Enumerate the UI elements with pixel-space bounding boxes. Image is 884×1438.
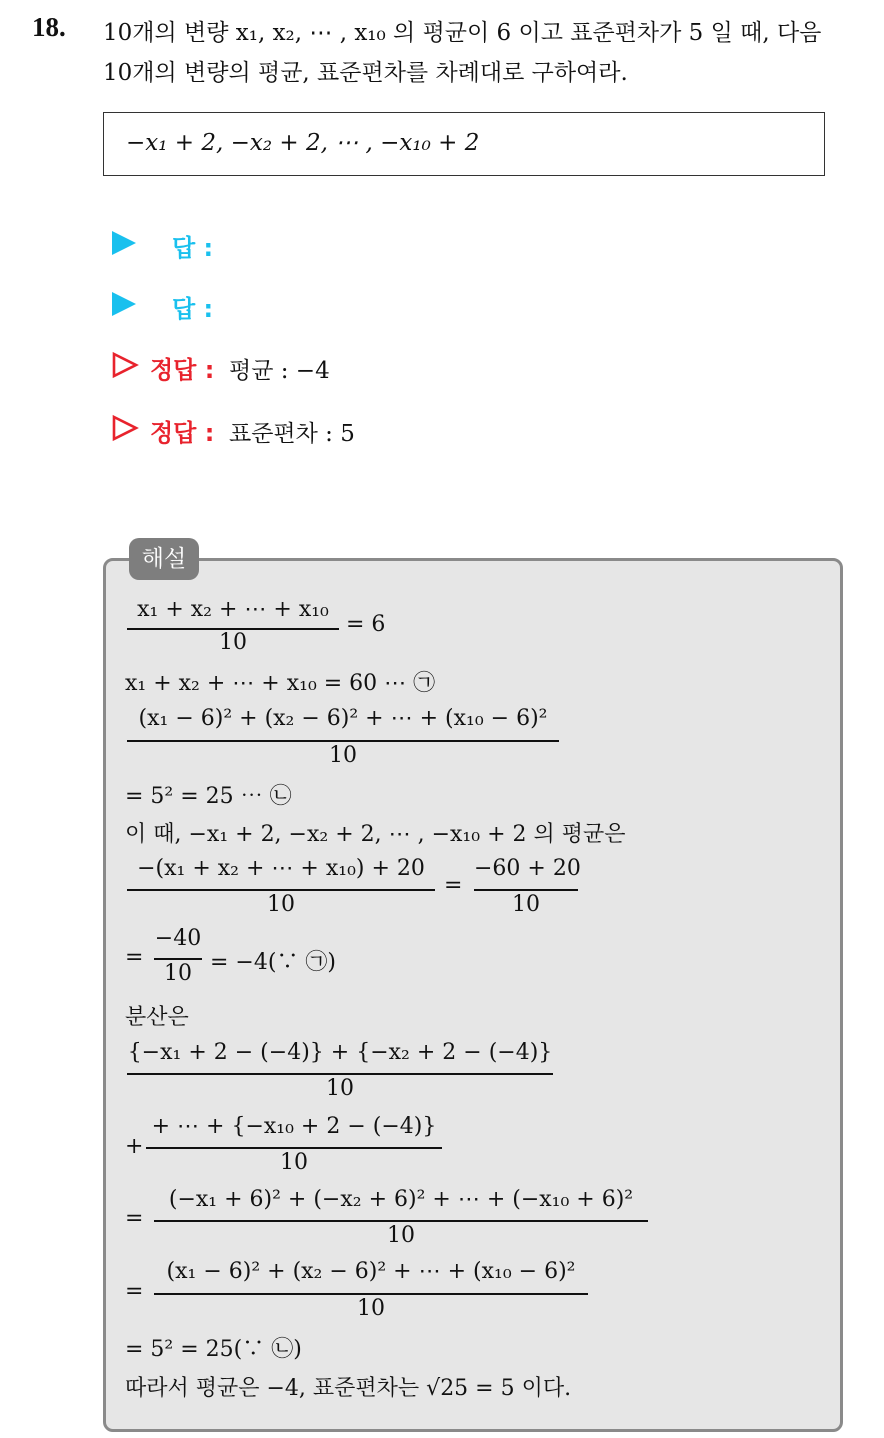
hollow-arrow-icon — [111, 351, 139, 379]
fraction-bar — [146, 1147, 442, 1149]
fraction-bar — [154, 1220, 648, 1222]
equals-sign: = — [125, 1279, 144, 1304]
fraction-bar — [127, 889, 435, 891]
correct-answer-value-2: 표준편차 : 5 — [229, 421, 355, 447]
fraction-numerator: (x₁ − 6)² + (x₂ − 6)² + ⋯ + (x₁₀ − 6)² — [138, 706, 548, 731]
equals-sign: = — [125, 1206, 144, 1231]
fraction-bar — [154, 1293, 588, 1295]
fraction-denominator: 10 — [357, 1296, 385, 1321]
equation-line: 이 때, −x₁ + 2, −x₂ + 2, ⋯ , −x₁₀ + 2 의 평균은 — [125, 822, 626, 847]
fraction-denominator: 10 — [164, 961, 192, 986]
correct-answer-label-2: 정답 : — [150, 419, 215, 447]
hollow-arrow-icon — [111, 414, 139, 442]
correct-answer-label-1: 정답 : — [150, 356, 215, 384]
answer-label-2: 답 : — [172, 295, 214, 323]
fraction-denominator: 10 — [267, 892, 295, 917]
play-arrow-icon — [112, 292, 136, 316]
fraction-numerator: x₁ + x₂ + ⋯ + x₁₀ — [137, 597, 329, 622]
expression-box — [103, 112, 825, 176]
fraction-denominator: 10 — [387, 1223, 415, 1248]
fraction-numerator: {−x₁ + 2 − (−4)} + {−x₂ + 2 − (−4)} — [127, 1040, 553, 1065]
fraction-denominator: 10 — [512, 892, 540, 917]
equation-line: = 5² = 25 ⋯ ㉡ — [125, 784, 292, 809]
plus-sign: + — [125, 1134, 144, 1159]
fraction-numerator: −(x₁ + x₂ + ⋯ + x₁₀) + 20 — [137, 856, 425, 881]
fraction-bar — [154, 958, 202, 960]
fraction-denominator: 10 — [329, 743, 357, 768]
fraction-numerator: (x₁ − 6)² + (x₂ − 6)² + ⋯ + (x₁₀ − 6)² — [166, 1259, 576, 1284]
fraction-denominator: 10 — [280, 1150, 308, 1175]
equals-sign: = — [125, 945, 144, 970]
equation-rhs: = 6 — [346, 612, 386, 637]
solution-tag: 해설 — [129, 538, 199, 580]
question-number: 18. — [32, 12, 66, 42]
equation-rhs: = −4(∵ ㉠) — [210, 950, 337, 975]
equation-line: x₁ + x₂ + ⋯ + x₁₀ = 60 ⋯ ㉠ — [125, 671, 436, 696]
fraction-numerator: + ⋯ + {−x₁₀ + 2 − (−4)} — [151, 1114, 437, 1139]
equals-sign: = — [444, 873, 463, 898]
fraction-bar — [127, 740, 559, 742]
fraction-numerator: (−x₁ + 6)² + (−x₂ + 6)² + ⋯ + (−x₁₀ + 6)² — [168, 1187, 634, 1212]
question-text-line1: 10개의 변량 x₁, x₂, ⋯ , x₁₀ 의 평균이 6 이고 표준편차가 5 일 때, 다음 — [103, 20, 822, 46]
correct-answer-value-1: 평균 : −4 — [229, 358, 330, 384]
equation-line: 분산은 — [125, 1005, 189, 1030]
play-arrow-icon — [112, 231, 136, 255]
conclusion-line: 따라서 평균은 −4, 표준편차는 √25 = 5 이다. — [125, 1376, 572, 1401]
question-text-line2: 10개의 변량의 평균, 표준편차를 차례대로 구하여라. — [103, 60, 628, 86]
equation-line: = 5² = 25(∵ ㉡) — [125, 1337, 302, 1362]
fraction-numerator: −60 + 20 — [474, 856, 581, 881]
fraction-denominator: 10 — [326, 1076, 354, 1101]
answer-label-1: 답 : — [172, 234, 214, 262]
expression-box-text: −x₁ + 2, −x₂ + 2, ⋯ , −x₁₀ + 2 — [126, 130, 480, 156]
fraction-denominator: 10 — [219, 630, 247, 655]
fraction-numerator: −40 — [154, 926, 202, 951]
fraction-bar — [127, 1073, 553, 1075]
fraction-bar — [474, 889, 578, 891]
